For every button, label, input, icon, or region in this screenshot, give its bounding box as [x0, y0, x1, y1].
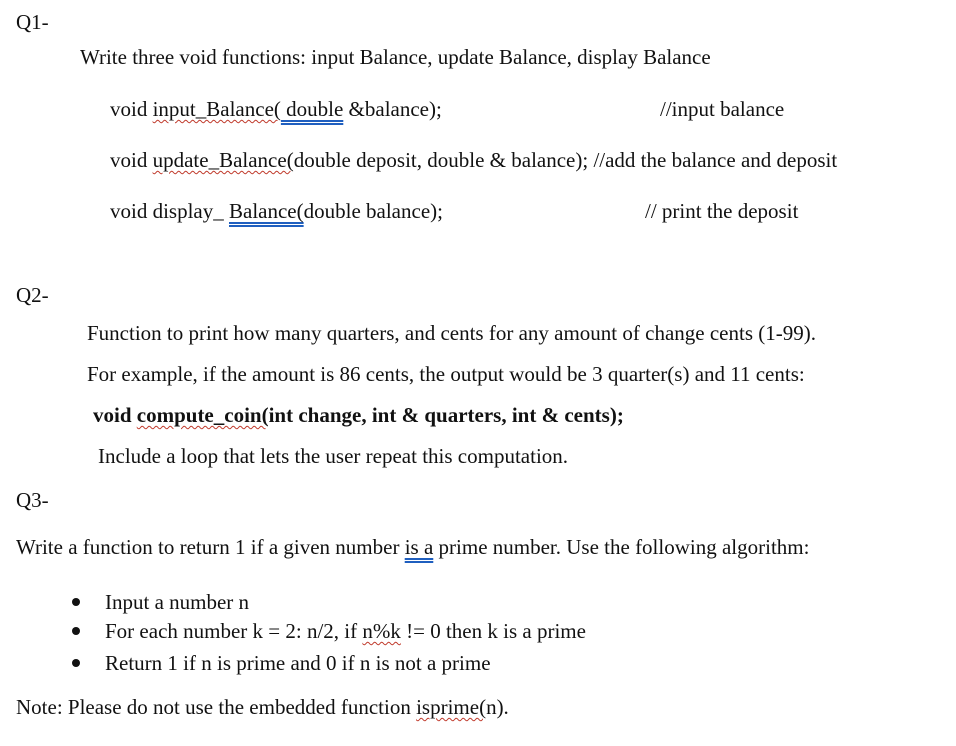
- q1-update-balance-signature: void update_Balance(double deposit, double & balance); //add the balance and deposit: [110, 148, 838, 172]
- q2-example: For example, if the amount is 86 cents, the output would be 3 quarter(s) and 11 cents:: [87, 362, 805, 386]
- q1-display-balance-comment: // print the deposit: [645, 199, 799, 223]
- q2-description: Function to print how many quarters, and cents for any amount of change cents (1-99).: [87, 321, 816, 345]
- q2-compute-coin-signature: void compute_coin(int change, int & quarters, int & cents);: [93, 403, 624, 427]
- q2-label: Q2-: [16, 283, 49, 307]
- bullet-icon: [72, 627, 80, 635]
- q3-note: Note: Please do not use the embedded function isprime(n).: [16, 695, 509, 719]
- q3-step-loop: For each number k = 2: n/2, if n%k != 0 then k is a prime: [105, 619, 586, 643]
- q3-intro: Write a function to return 1 if a given number is a prime number. Use the following algorithm:: [16, 535, 810, 559]
- q1-label: Q1-: [16, 10, 49, 34]
- q1-intro: Write three void functions: input Balance, update Balance, display Balance: [80, 45, 711, 69]
- q1-input-balance-signature: void input_Balance( double &balance);: [110, 97, 442, 121]
- q1-input-balance-comment: //input balance: [660, 97, 785, 121]
- q1-display-balance-signature: void display_ Balance(double balance);: [110, 199, 443, 223]
- q3-step-return: Return 1 if n is prime and 0 if n is not a prime: [105, 651, 491, 675]
- q2-loop-instruction: Include a loop that lets the user repeat this computation.: [98, 444, 569, 468]
- q3-step-input: Input a number n: [105, 590, 250, 614]
- q3-label: Q3-: [16, 488, 49, 512]
- bullet-icon: [72, 598, 80, 606]
- bullet-icon: [72, 659, 80, 667]
